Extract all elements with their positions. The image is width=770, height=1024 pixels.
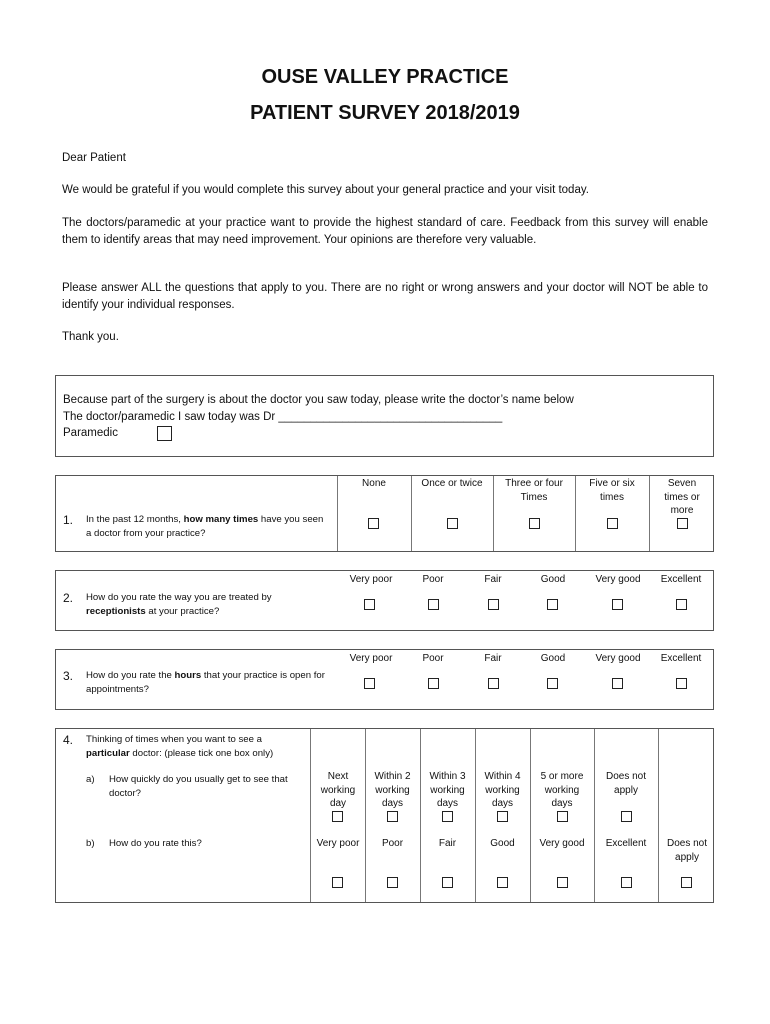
q3-option-label: Excellent — [660, 653, 702, 664]
q4a-checkbox[interactable] — [387, 811, 398, 822]
q3-option-label: Good — [540, 653, 566, 664]
q1-checkbox[interactable] — [607, 518, 618, 529]
q4b-checkbox[interactable] — [621, 877, 632, 888]
q2-option-label: Good — [540, 574, 566, 585]
question-1-box — [55, 475, 714, 552]
q2-option-label: Fair — [484, 574, 502, 585]
q4a-checkbox[interactable] — [442, 811, 453, 822]
q3-checkbox[interactable] — [428, 678, 439, 689]
q4b-option-label: Good — [490, 838, 515, 849]
q2-checkbox[interactable] — [676, 599, 687, 610]
q2-option-label: Excellent — [660, 574, 702, 585]
q3-checkbox[interactable] — [676, 678, 687, 689]
question-4-box — [55, 728, 714, 903]
q3-option-label: Very good — [595, 653, 641, 664]
question-2-box — [55, 570, 714, 631]
question-3-box — [55, 649, 714, 710]
q3-checkbox[interactable] — [364, 678, 375, 689]
q2-option-label: Very good — [595, 574, 641, 585]
paramedic-checkbox[interactable] — [157, 426, 172, 441]
q2-option-label: Very poor — [349, 574, 393, 585]
q4b-option-label: Does not apply — [666, 838, 708, 863]
q4a-checkbox[interactable] — [332, 811, 343, 822]
doctor-name-box — [55, 375, 714, 457]
q4a-label: a) — [86, 774, 95, 785]
question-1-number: 1. — [63, 513, 74, 527]
q4b-checkbox[interactable] — [387, 877, 398, 888]
doctor-name-line[interactable]: The doctor/paramedic I saw today was Dr ___________________________________ — [63, 410, 503, 423]
q1-checkbox[interactable] — [368, 518, 379, 529]
survey-title-practice: OUSE VALLEY PRACTICE — [261, 66, 509, 88]
q4a-option-label: Within 4 working days — [484, 771, 521, 809]
q4a-option-label: Does not apply — [605, 771, 647, 796]
q2-option-label: Poor — [422, 574, 444, 585]
q3-option-label: Very poor — [349, 653, 393, 664]
q4a-checkbox[interactable] — [497, 811, 508, 822]
q4a-option-label: 5 or more working days — [540, 771, 584, 809]
q4b-option-label: Very poor — [316, 838, 360, 849]
q2-checkbox[interactable] — [547, 599, 558, 610]
q3-option-label: Fair — [484, 653, 502, 664]
question-4-text: Thinking of times when you want to see a particular doctor: (please tick one box only) — [86, 734, 274, 759]
q4a-checkbox[interactable] — [557, 811, 568, 822]
intro-paragraph-2: The doctors/paramedic at your practice want to provide the highest standard of care. Feedback from this survey will enable them to identify areas that may need improvement. Your opinions are therefore very valuable. — [62, 217, 708, 246]
q3-option-label: Poor — [422, 653, 444, 664]
q1-option-label: Three or four Times — [505, 478, 563, 503]
q2-checkbox[interactable] — [428, 599, 439, 610]
q4b-option-label: Excellent — [605, 838, 647, 849]
question-4-number: 4. — [63, 733, 74, 747]
q4b-checkbox[interactable] — [332, 877, 343, 888]
q1-checkbox[interactable] — [677, 518, 688, 529]
q4b-option-label: Poor — [381, 838, 404, 849]
q4b-text: How do you rate this? — [109, 838, 202, 849]
q2-checkbox[interactable] — [488, 599, 499, 610]
q1-checkbox[interactable] — [447, 518, 458, 529]
question-3-number: 3. — [63, 669, 74, 683]
q4b-checkbox[interactable] — [681, 877, 692, 888]
q4a-checkbox[interactable] — [621, 811, 632, 822]
q4a-option-label: Within 3 working days — [429, 771, 466, 809]
question-1-text: In the past 12 months, how many times have you seen a doctor from your practice? — [86, 514, 324, 539]
q1-option-label: Five or six times — [589, 478, 635, 503]
q2-checkbox[interactable] — [364, 599, 375, 610]
q4b-checkbox[interactable] — [557, 877, 568, 888]
q4b-checkbox[interactable] — [497, 877, 508, 888]
paramedic-label: Paramedic — [63, 427, 118, 439]
q1-checkbox[interactable] — [529, 518, 540, 529]
greeting: Dear Patient — [62, 152, 126, 164]
q3-checkbox[interactable] — [612, 678, 623, 689]
q3-checkbox[interactable] — [547, 678, 558, 689]
q4b-option-label: Fair — [438, 838, 457, 849]
question-2-number: 2. — [63, 591, 74, 605]
q1-option-label: Seven times or more — [664, 478, 700, 516]
q3-checkbox[interactable] — [488, 678, 499, 689]
question-2-text: How do you rate the way you are treated by receptionists at your practice? — [86, 592, 272, 617]
q1-option-label: None — [362, 478, 386, 489]
q4b-label: b) — [86, 838, 95, 849]
q4a-option-label: Next working day — [320, 771, 356, 809]
thank-you: Thank you. — [62, 331, 119, 343]
doctor-box-instruction: Because part of the surgery is about the doctor you saw today, please write the doctor’s name below — [63, 394, 574, 406]
q1-option-label: Once or twice — [421, 478, 483, 489]
intro-paragraph-3: Please answer ALL the questions that apply to you. There are no right or wrong answers and your doctor will NOT be able to identify your individual responses. — [62, 282, 708, 311]
q4b-checkbox[interactable] — [442, 877, 453, 888]
q4a-text: How quickly do you usually get to see that doctor? — [109, 774, 288, 799]
intro-paragraph-1: We would be grateful if you would complete this survey about your general practice and your visit today. — [62, 184, 589, 196]
question-3-text: How do you rate the hours that your practice is open for appointments? — [86, 670, 325, 695]
survey-title-year: PATIENT SURVEY 2018/2019 — [250, 102, 520, 124]
q4a-option-label: Within 2 working days — [374, 771, 411, 809]
q4b-option-label: Very good — [539, 838, 585, 849]
q2-checkbox[interactable] — [612, 599, 623, 610]
